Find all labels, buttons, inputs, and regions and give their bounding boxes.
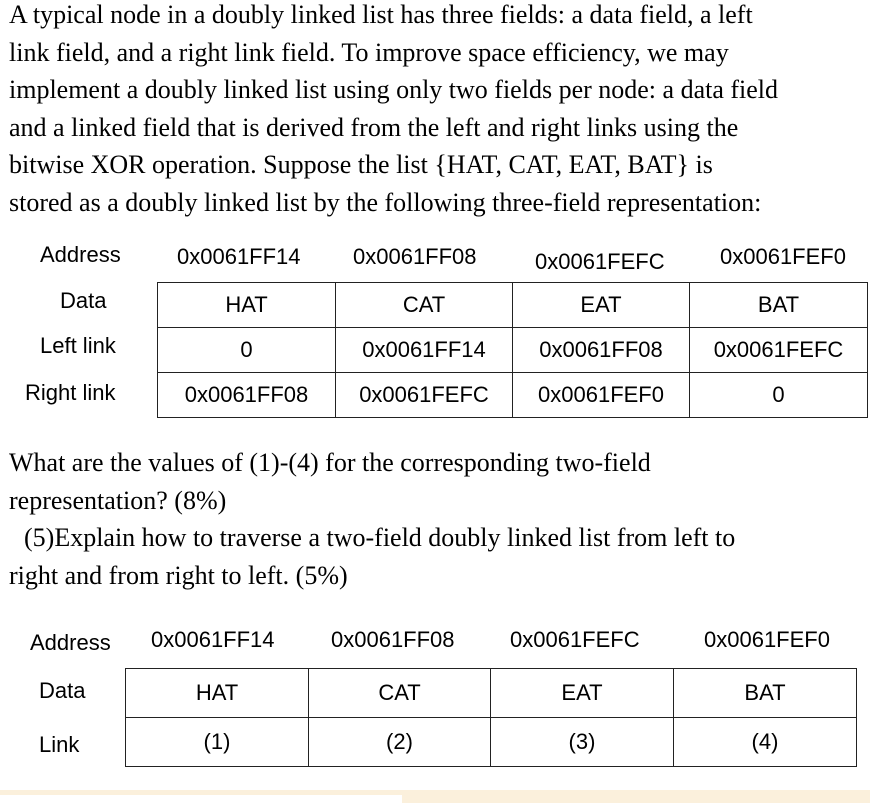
question-line: right and from right to left. (5%) bbox=[9, 560, 348, 590]
data-cell: EAT bbox=[513, 283, 690, 328]
left-link-row-label: Left link bbox=[40, 333, 116, 358]
question-line: What are the values of (1)-(4) for the corresponding two-field bbox=[9, 448, 651, 477]
address-cell: 0x0061FF08 bbox=[353, 244, 477, 269]
right-link-cell: 0x0061FEFC bbox=[336, 373, 513, 418]
data-cell: EAT bbox=[491, 669, 674, 718]
left-link-cell: 0x0061FEFC bbox=[690, 328, 868, 373]
data-row bbox=[158, 283, 868, 328]
address-cell: 0x0061FF14 bbox=[151, 627, 275, 652]
address-cell: 0x0061FEF0 bbox=[720, 244, 846, 269]
left-link-row bbox=[158, 328, 868, 373]
data-row bbox=[126, 669, 857, 718]
intro-line: implement a doubly linked list using only two fields per node: a data field bbox=[9, 75, 779, 104]
link-cell: (1) bbox=[126, 718, 309, 767]
right-link-cell: 0x0061FF08 bbox=[158, 373, 336, 418]
address-cell: 0x0061FEFC bbox=[510, 627, 640, 652]
address-cell: 0x0061FEFC bbox=[535, 249, 665, 274]
address-cell: 0x0061FEF0 bbox=[704, 627, 830, 652]
intro-line: bitwise XOR operation. Suppose the list {HAT, CAT, EAT, BAT} is bbox=[9, 150, 713, 179]
link-row bbox=[126, 718, 857, 767]
address-cell: 0x0061FF14 bbox=[177, 244, 301, 269]
right-link-row bbox=[158, 373, 868, 418]
data-cell: HAT bbox=[158, 283, 336, 328]
right-link-cell: 0x0061FEF0 bbox=[513, 373, 690, 418]
data-cell: HAT bbox=[126, 669, 309, 718]
data-cell: CAT bbox=[309, 669, 491, 718]
data-cell: BAT bbox=[674, 669, 857, 718]
intro-line: A typical node in a doubly linked list has three fields: a data field, a left bbox=[9, 0, 753, 29]
three-field-table bbox=[157, 282, 868, 418]
address-row-label: Address bbox=[40, 242, 121, 267]
address-cell: 0x0061FF08 bbox=[331, 627, 455, 652]
data-cell: CAT bbox=[336, 283, 513, 328]
answer-area-edge-gap bbox=[0, 795, 402, 803]
intro-paragraph bbox=[9, 0, 869, 221]
answer-area-edge bbox=[0, 790, 870, 803]
left-link-cell: 0x0061FF08 bbox=[513, 328, 690, 373]
link-row-label: Link bbox=[39, 732, 80, 757]
link-cell: (3) bbox=[491, 718, 674, 767]
intro-line: and a linked field that is derived from the left and right links using the bbox=[9, 112, 739, 142]
data-cell: BAT bbox=[690, 283, 868, 328]
question-paragraph bbox=[9, 444, 869, 594]
data-row-label: Data bbox=[60, 288, 107, 313]
two-field-table bbox=[125, 668, 857, 767]
link-cell: (4) bbox=[674, 718, 857, 767]
data-row-label: Data bbox=[39, 678, 86, 703]
left-link-cell: 0x0061FF14 bbox=[336, 328, 513, 373]
right-link-row-label: Right link bbox=[25, 380, 116, 405]
intro-line: stored as a doubly linked list by the following three-field representation: bbox=[9, 187, 762, 217]
question-line: representation? (8%) bbox=[9, 485, 227, 515]
question-line: (5)Explain how to traverse a two-field doubly linked list from left to bbox=[24, 523, 736, 552]
link-cell: (2) bbox=[309, 718, 491, 767]
right-link-cell: 0 bbox=[690, 373, 868, 418]
intro-line: link field, and a right link field. To improve space efficiency, we may bbox=[9, 37, 729, 67]
address-row-label: Address bbox=[30, 630, 111, 655]
left-link-cell: 0 bbox=[158, 328, 336, 373]
